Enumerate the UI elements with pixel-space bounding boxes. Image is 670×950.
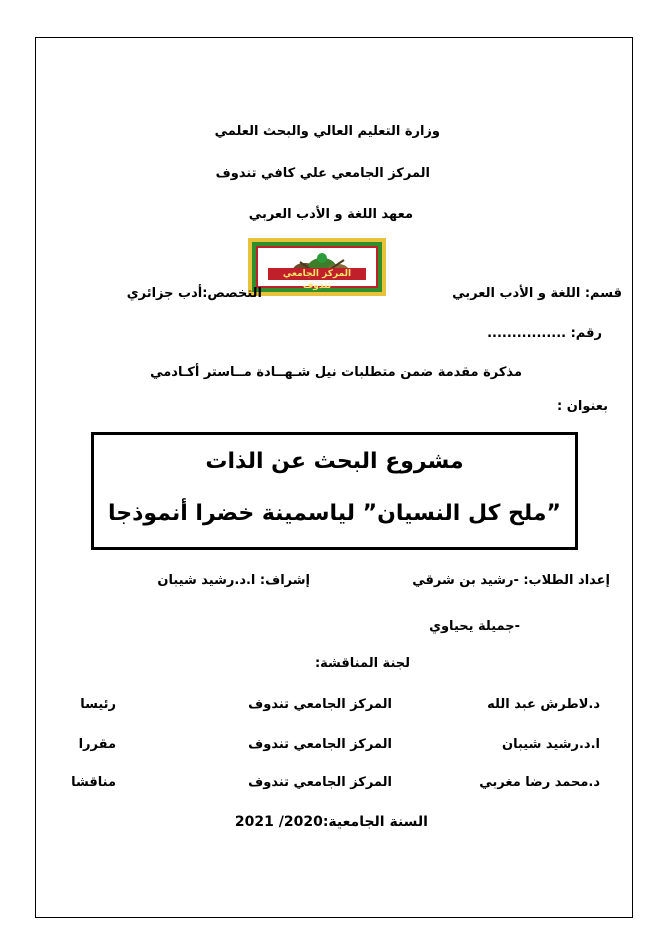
committee-name: د.لاطرش عبد الله [487,697,600,712]
thesis-title-box [91,432,578,550]
committee-name: د.محمد رضا مغربي [479,775,600,790]
committee-role: رئيسا [80,697,116,712]
prepared-by: إعداد الطلاب: -رشيد بن شرقي [412,573,610,588]
committee-institution: المركز الجامعي تندوف [248,697,392,712]
committee-institution: المركز الجامعي تندوف [248,737,392,752]
committee-role: مقررا [78,737,116,752]
thesis-note: مذكرة مقدمة ضمن متطلبات نيل شـهــادة مــاستر أكـادمي [150,365,522,380]
title-label: بعنوان : [557,399,608,414]
university-logo [248,238,386,296]
university-name: المركز الجامعي علي كافي تندوف [215,166,430,181]
thesis-title-line1: مشروع البحث عن الذات [205,449,464,474]
academic-year: السنة الجامعية:2020/ 2021 [234,814,428,830]
supervisor: إشراف: ا.د.رشيد شيبان [157,573,310,588]
committee-institution: المركز الجامعي تندوف [248,775,392,790]
specialty-label: التخصص:أدب جزائري [126,286,262,301]
institute-name: معهد اللغة و الأدب العربي [248,207,413,222]
thesis-number: رقم: ................ [487,326,602,341]
committee-role: مناقشا [71,775,116,790]
thesis-title-line2: ”ملح كل النسيان” لياسمينة خضرا أنموذجا [108,501,561,526]
ministry-name: وزارة التعليم العالي والبحث العلمي [214,124,440,139]
committee-name: ا.د.رشيد شيبان [502,737,600,752]
logo-caption: المركز الجامعي تندوف [268,268,366,280]
department-label: قسم: اللغة و الأدب العربي [452,286,622,301]
second-student: -جميلة يحياوي [429,619,520,634]
committee-heading: لجنة المناقشة: [314,656,410,671]
